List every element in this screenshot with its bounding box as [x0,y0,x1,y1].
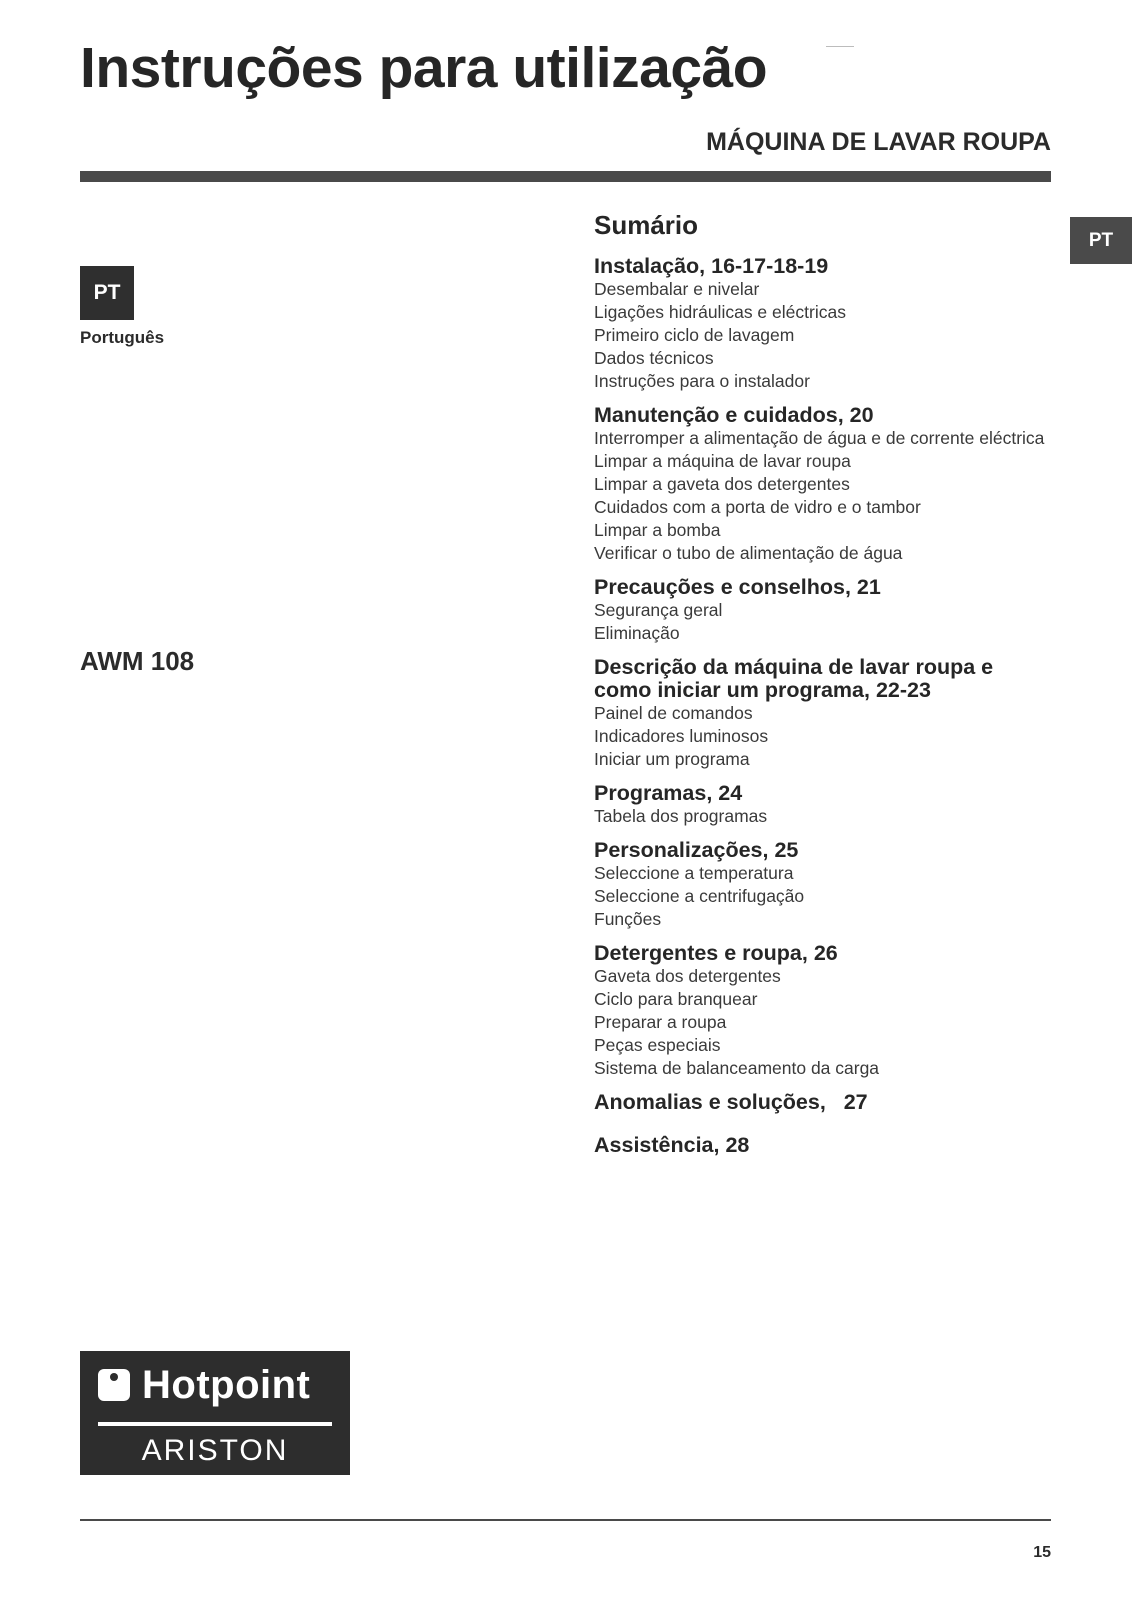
toc-section-troubleshooting [594,1091,1054,1114]
toc-section-customization [594,839,1054,931]
toc-section-title: Programas, 24 [594,781,743,806]
toc-item: Painel de comandos [594,703,753,724]
language-badge: PT [80,266,134,320]
logo-divider [98,1422,332,1426]
toc-item: Ligações hidráulicas e eléctricas [594,302,846,323]
toc-item: Iniciar um programa [594,749,750,770]
toc-section-title: Instalação, 16-17-18-19 [594,254,829,279]
toc-item: Limpar a bomba [594,520,721,541]
toc-section-title: Manutenção e cuidados, 20 [594,403,874,428]
toc-section-title: Personalizações, 25 [594,838,799,863]
toc-item: Primeiro ciclo de lavagem [594,325,795,346]
toc-item: Indicadores luminosos [594,726,769,747]
toc-section-title: Descrição da máquina de lavar roupa e como iniciar um programa, 22-23 [594,655,994,703]
toc-item: Funções [594,909,662,930]
toc-item: Limpar a máquina de lavar roupa [594,451,851,472]
hotpoint-logo-icon [98,1369,130,1401]
toc-section-installation [594,255,1054,393]
toc-section-maintenance [594,404,1054,565]
page-number: 15 [1033,1544,1051,1561]
toc-item: Gaveta dos detergentes [594,966,781,987]
brand-logo [80,1351,350,1475]
toc-section-precautions [594,576,1054,645]
footer-divider [80,1519,1051,1521]
title-decoration [826,46,854,47]
toc-item: Segurança geral [594,600,723,621]
toc-section-title: Anomalias e soluções, 27 [594,1090,868,1115]
toc-heading: Sumário [594,210,699,240]
toc-section-description [594,656,1054,771]
toc-item: Preparar a roupa [594,1012,727,1033]
toc-item: Limpar a gaveta dos detergentes [594,474,850,495]
toc-item: Sistema de balanceamento da carga [594,1058,880,1079]
page-title: Instruções para utilização [80,36,768,100]
toc-section-title: Assistência, 28 [594,1133,750,1158]
header-divider [80,171,1051,182]
toc-item: Desembalar e nivelar [594,279,760,300]
logo-brand-name: Hotpoint [142,1363,311,1407]
toc-item: Ciclo para branquear [594,989,758,1010]
toc-section-service [594,1134,1054,1157]
toc-item: Seleccione a temperatura [594,863,794,884]
toc-item: Interromper a alimentação de água e de corrente eléctrica [594,428,1045,449]
logo-sub-brand: ARISTON [141,1434,289,1467]
toc-section-detergents [594,942,1054,1080]
toc-item: Peças especiais [594,1035,721,1056]
language-side-tab: PT [1070,217,1132,264]
model-number: AWM 108 [80,646,195,676]
toc-item: Dados técnicos [594,348,714,369]
table-of-contents [594,210,1054,1168]
language-name: Português [80,328,165,347]
toc-item: Tabela dos programas [594,806,768,827]
toc-section-title: Precauções e conselhos, 21 [594,575,881,600]
document-subtitle: MÁQUINA DE LAVAR ROUPA [706,128,1051,156]
toc-item: Eliminação [594,623,680,644]
toc-item: Verificar o tubo de alimentação de água [594,543,903,564]
toc-item: Seleccione a centrifugação [594,886,805,907]
toc-section-programs [594,782,1054,828]
toc-section-title: Detergentes e roupa, 26 [594,941,838,966]
toc-item: Instruções para o instalador [594,371,810,392]
toc-item: Cuidados com a porta de vidro e o tambor [594,497,921,518]
